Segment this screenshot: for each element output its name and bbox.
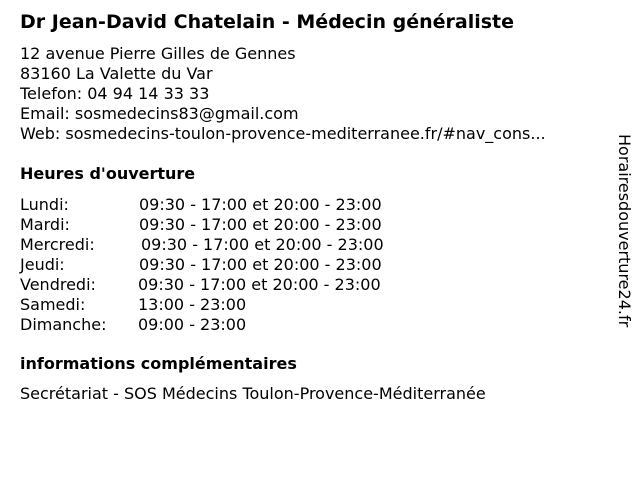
hours-value: 09:30 - 17:00 et 20:00 - 23:00 [139, 255, 382, 274]
day-label: Mercredi: [20, 235, 95, 254]
hours-value: 09:30 - 17:00 et 20:00 - 23:00 [138, 275, 381, 294]
hours-value: 13:00 - 23:00 [138, 295, 247, 314]
hours-row-tuesday [20, 215, 440, 235]
day-label: Dimanche: [20, 315, 107, 334]
day-label: Lundi: [20, 195, 69, 214]
hours-row-friday [20, 275, 440, 295]
additional-info-heading: informations complémentaires [20, 354, 297, 373]
hours-value: 09:30 - 17:00 et 20:00 - 23:00 [141, 235, 384, 254]
hours-row-thursday [20, 255, 440, 275]
hours-row-monday [20, 195, 440, 215]
hours-value: 09:00 - 23:00 [138, 315, 247, 334]
email-address[interactable]: Email: sosmedecins83@gmail.com [20, 104, 299, 123]
day-label: Vendredi: [20, 275, 96, 294]
website-link[interactable]: Web: sosmedecins-toulon-provence-mediterranee.fr/#nav_cons... [20, 124, 546, 143]
day-label: Samedi: [20, 295, 86, 314]
opening-hours-table [20, 195, 440, 335]
phone-number[interactable]: Telefon: 04 94 14 33 33 [20, 84, 210, 103]
address-street: 12 avenue Pierre Gilles de Gennes [20, 44, 296, 63]
day-label: Jeudi: [20, 255, 65, 274]
address-city: 83160 La Valette du Var [20, 64, 213, 83]
hours-value: 09:30 - 17:00 et 20:00 - 23:00 [139, 195, 382, 214]
additional-info-text: Secrétariat - SOS Médecins Toulon-Provence-Méditerranée [20, 384, 486, 403]
hours-row-sunday [20, 315, 440, 335]
hours-row-saturday [20, 295, 440, 315]
site-watermark: Horairesdouverture24.fr [615, 134, 634, 328]
hours-row-wednesday [20, 235, 440, 255]
contact-block [20, 44, 605, 144]
hours-value: 09:30 - 17:00 et 20:00 - 23:00 [139, 215, 382, 234]
page-title: Dr Jean-David Chatelain - Médecin généraliste [20, 11, 514, 33]
opening-hours-heading: Heures d'ouverture [20, 164, 196, 183]
day-label: Mardi: [20, 215, 70, 234]
